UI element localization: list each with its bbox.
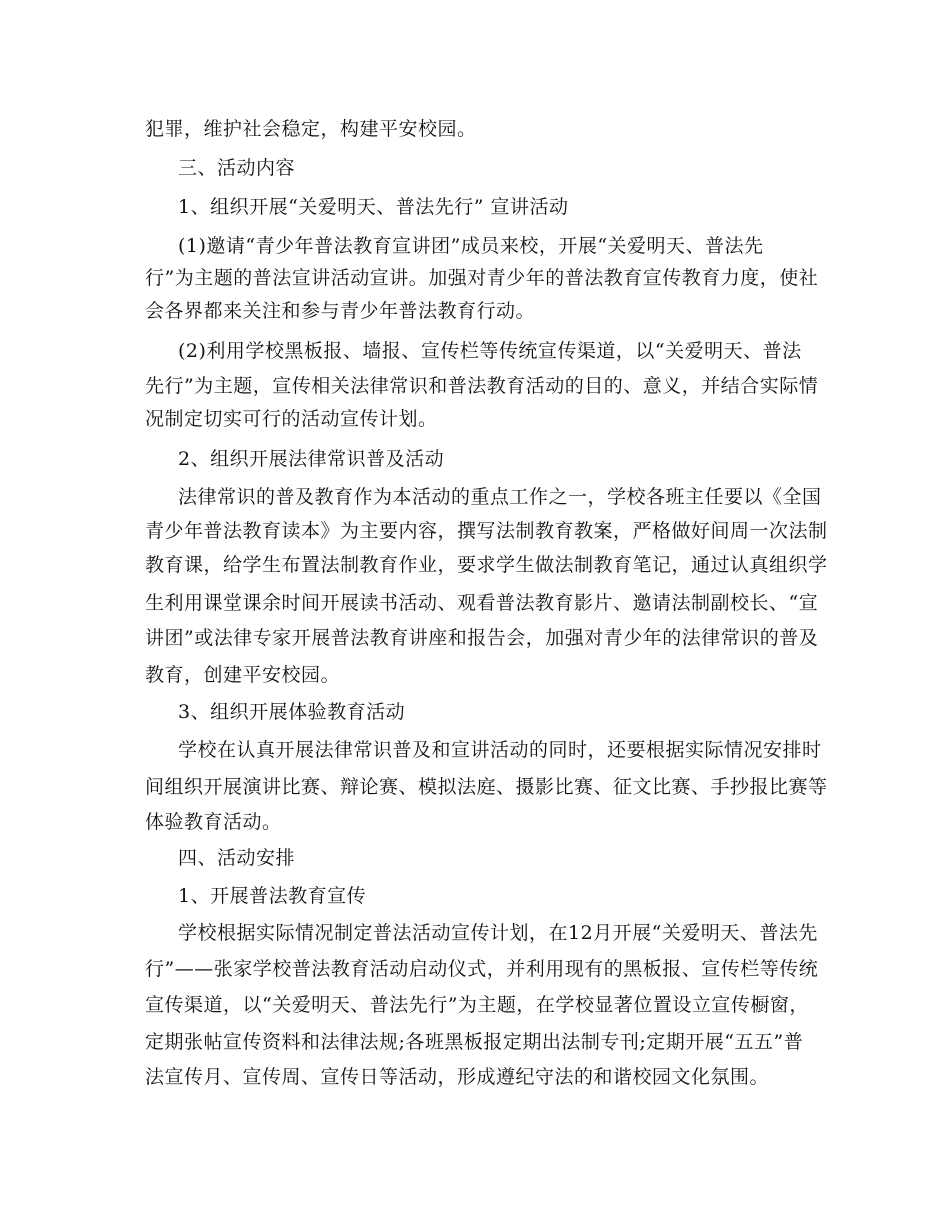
- subsection-heading: 2、组织开展法律常识普及活动: [178, 448, 445, 470]
- section-heading: 三、活动内容: [178, 157, 296, 179]
- body-text-line: 法律常识的普及教育作为本活动的重点工作之一，学校各班主任要以《全国: [178, 486, 822, 508]
- body-text-line: 况制定切实可行的活动宣传计划。: [145, 408, 438, 430]
- body-text-line: 学校在认真开展法律常识普及和宣讲活动的同时，还要根据实际情况安排时: [178, 739, 822, 761]
- body-text-line: 讲团”或法律专家开展普法教育讲座和报告会，加强对青少年的法律常识的普及: [145, 627, 819, 649]
- body-text-line: 体验教育活动。: [145, 811, 282, 833]
- body-text-line: 会各界都来关注和参与青少年普法教育行动。: [145, 300, 536, 322]
- body-text-line: 法宣传月、宣传周、宣传日等活动，形成遵纪守法的和谐校园文化氛围。: [145, 1066, 770, 1088]
- body-text-line: 宣传渠道，以“关爱明天、普法先行”为主题，在学校显著位置设立宣传橱窗，: [145, 994, 809, 1016]
- body-text-line: 青少年普法教育读本》为主要内容，撰写法制教育教案，严格做好间周一次法制: [145, 520, 828, 542]
- body-text-line: 生利用课堂课余时间开展读书活动、观看普法教育影片、邀请法制副校长、“宣: [145, 592, 819, 614]
- body-text-line: 行”为主题的普法宣讲活动宣讲。加强对青少年的普法教育宣传教育力度，使社: [145, 267, 819, 289]
- subsection-heading: 1、组织开展“关爱明天、普法先行” 宣讲活动: [178, 196, 569, 218]
- body-text-line: 学校根据实际情况制定普法活动宣传计划，在12月开展“关爱明天、普法先: [178, 922, 818, 944]
- body-text-line: 教育，创建平安校园。: [145, 664, 341, 686]
- body-text-line: (1)邀请“青少年普法教育宣讲团”成员来校，开展“关爱明天、普法先: [178, 235, 764, 257]
- body-text-line: 定期张帖宣传资料和法律法规;各班黑板报定期出法制专刊;定期开展“五五”普: [145, 1031, 804, 1053]
- subsection-heading: 1、开展普法教育宣传: [178, 885, 367, 907]
- section-heading: 四、活动安排: [178, 847, 296, 869]
- body-text-line: 间组织开展演讲比赛、辩论赛、模拟法庭、摄影比赛、征文比赛、手抄报比赛等: [145, 776, 828, 798]
- subsection-heading: 3、组织开展体验教育活动: [178, 701, 406, 723]
- body-text-line: 行”——张家学校普法教育活动启动仪式，并利用现有的黑板报、宣传栏等传统: [145, 958, 819, 980]
- body-text-line: 先行”为主题，宣传相关法律常识和普法教育活动的目的、意义，并结合实际情: [145, 375, 819, 397]
- body-text-line: 犯罪，维护社会稳定，构建平安校园。: [145, 118, 477, 140]
- body-text-line: (2)利用学校黑板报、墙报、宣传栏等传统宣传渠道，以“关爱明天、普法: [178, 340, 802, 362]
- body-text-line: 教育课，给学生布置法制教育作业，要求学生做法制教育笔记，通过认真组织学: [145, 554, 828, 576]
